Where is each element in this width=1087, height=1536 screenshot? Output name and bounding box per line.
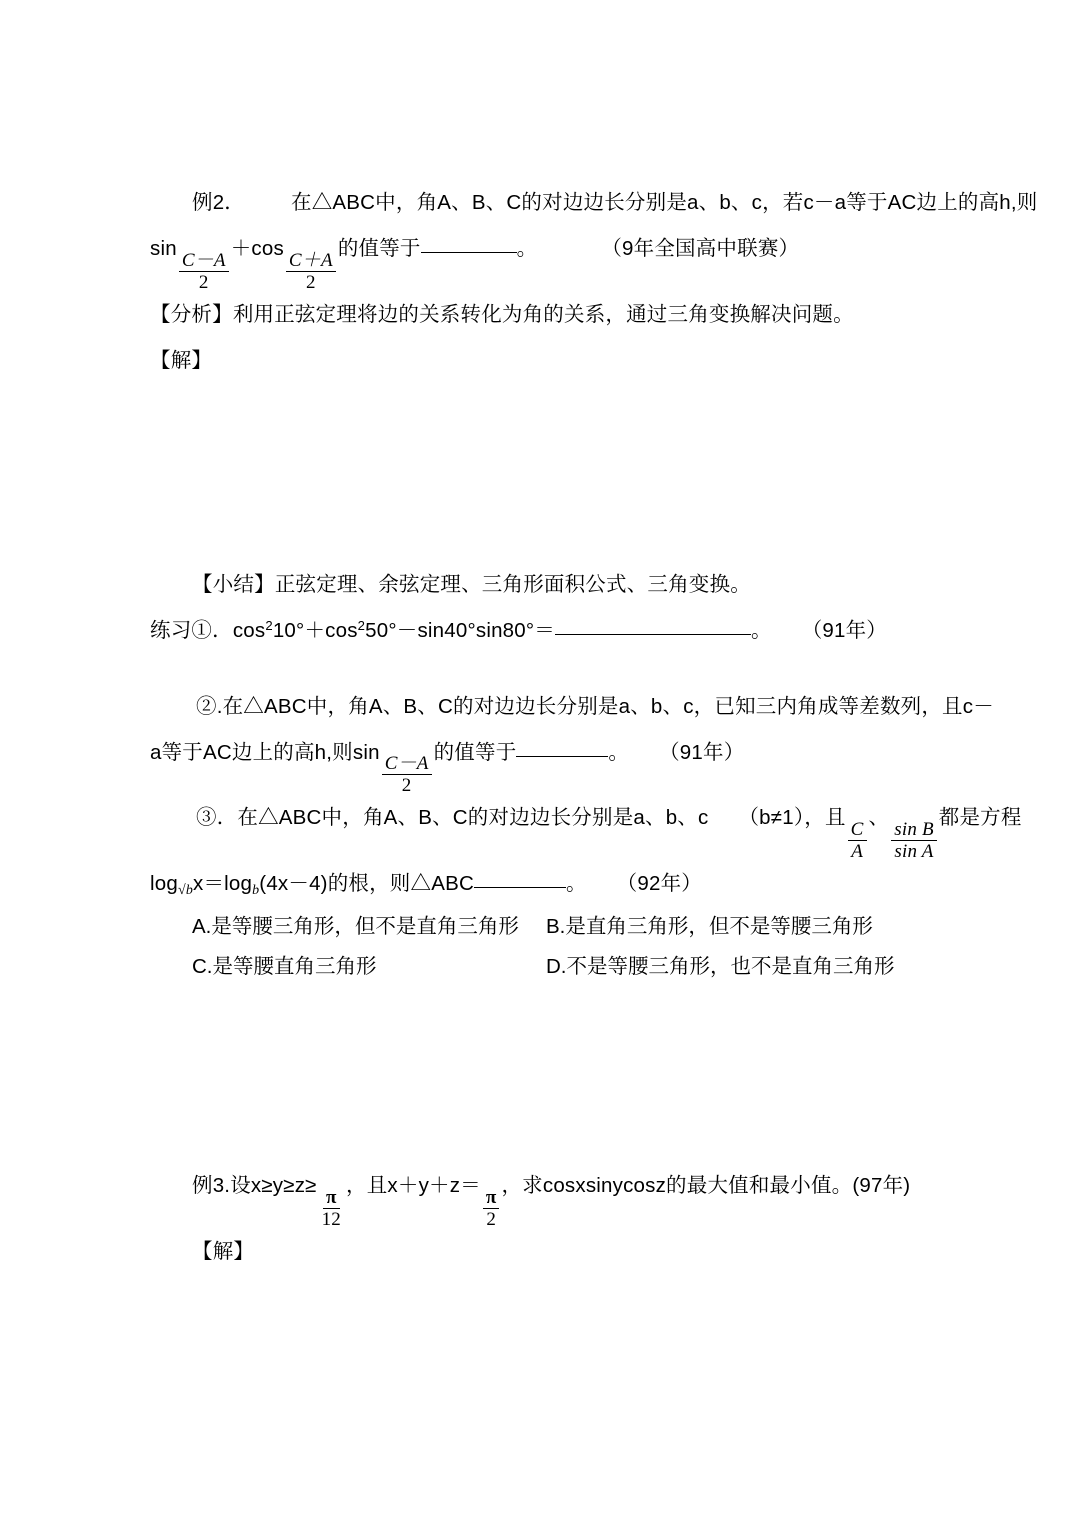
fraction-numerator: C－A xyxy=(382,754,432,775)
equals-operator: ＝ xyxy=(203,871,225,895)
log-operator: log xyxy=(224,871,253,895)
option-d[interactable] xyxy=(546,947,895,987)
example3-solution-line xyxy=(150,1229,1055,1275)
fraction-denominator: 2 xyxy=(401,775,412,797)
option-c-key: C. xyxy=(192,954,213,978)
exercise-3-tail-text: 的根，则△ABC xyxy=(327,871,474,895)
minus-operator: － xyxy=(396,618,418,642)
full-stop: 。 xyxy=(565,871,587,895)
exercises-heading: 练习 xyxy=(150,618,192,642)
fraction-denominator: A xyxy=(851,840,864,862)
solution-label: 【解】 xyxy=(150,348,213,372)
exercise-2-line1 xyxy=(150,684,1055,730)
summary-label: 【小结】 xyxy=(192,572,275,596)
plus-operator: ＋ xyxy=(230,237,252,260)
exercise-3-condition: （b≠1），且 xyxy=(738,806,846,830)
exercise-1-marker: ①． xyxy=(191,618,233,642)
summary-text: 正弦定理、余弦定理、三角形面积公式、三角变换。 xyxy=(274,572,751,596)
exercise-3-options-row-1 xyxy=(150,907,1055,947)
fraction-denominator: 2 xyxy=(198,271,209,293)
log-base-b: b xyxy=(252,882,260,898)
fraction-numerator: sin B xyxy=(891,820,937,841)
full-stop: 。 xyxy=(608,740,630,764)
option-d-text: 不是等腰三角形，也不是直角三角形 xyxy=(566,954,895,978)
log-operator: log xyxy=(150,871,178,895)
example3-label: 例3. xyxy=(192,1173,231,1197)
fraction-numerator: C xyxy=(848,820,867,841)
fraction-numerator: C＋A xyxy=(286,251,336,272)
sin-operator: sin xyxy=(352,740,380,764)
exercise-3-tail: 都是方程 xyxy=(938,806,1022,830)
equals-operator: ＝ xyxy=(534,618,555,642)
exponent-2: 2 xyxy=(265,617,273,633)
exercise-3-line2 xyxy=(150,861,1055,907)
example2-solution-line xyxy=(150,338,1055,384)
example2-formula-line xyxy=(150,226,1055,292)
fraction-c-plus-a-over-2 xyxy=(286,251,336,292)
option-a-text: 是等腰三角形，但不是直角三角形 xyxy=(211,914,519,938)
fraction-denominator: 2 xyxy=(486,1208,497,1230)
log-argument-x: x xyxy=(193,871,204,895)
example2-label: 例2． xyxy=(192,191,246,214)
fraction-numerator: C－A xyxy=(179,251,229,272)
answer-blank[interactable] xyxy=(474,887,566,888)
exercise-2-line2 xyxy=(150,730,1055,796)
exercise-2-marker: ②. xyxy=(196,694,223,718)
exercise-2-text-continued: a等于AC边上的高h,则 xyxy=(150,740,353,764)
exercise-3-text: 在△ABC中，角A、B、C的对边边长分别是a、b、c xyxy=(237,806,709,830)
exercise-3-source: （92年） xyxy=(616,871,702,895)
full-stop: 。 xyxy=(750,618,772,642)
solution-workspace xyxy=(150,384,1055,562)
option-a-key: A. xyxy=(192,914,212,938)
answer-blank[interactable] xyxy=(421,252,517,253)
sin-operator: sin xyxy=(150,237,177,260)
cos-operator: cos xyxy=(232,618,266,642)
exercise-3-marker: ③． xyxy=(196,806,238,830)
log-argument-expression: (4x－4) xyxy=(259,871,328,895)
example2-analysis-line xyxy=(150,292,1055,338)
solution-label: 【解】 xyxy=(192,1239,255,1263)
example3-statement-line xyxy=(150,1163,1055,1229)
summary-line xyxy=(150,562,1055,608)
exercise-2-text: 在△ABC中，角A、B、C的对边边长分别是a、b、c，已知三内角成等差数列，且c－ xyxy=(222,694,994,718)
fraction-pi-over-12 xyxy=(319,1188,344,1229)
option-a[interactable] xyxy=(192,907,546,947)
example3-part2: ，且x＋y＋z＝ xyxy=(346,1173,481,1197)
exercise-3-line1 xyxy=(150,795,1055,861)
example2-source: （9年全国高中联赛） xyxy=(601,237,800,260)
exercise-3-workspace xyxy=(150,987,1055,1163)
fraction-denominator: sin A xyxy=(894,840,934,862)
fraction-sinb-over-sina xyxy=(891,820,937,861)
sin-product-term: sin40°sin80° xyxy=(417,618,535,642)
angle-50-degrees: 50° xyxy=(365,618,397,642)
exercise-1-workspace xyxy=(150,654,1055,684)
formula-tail-text: 的值等于 xyxy=(337,237,421,260)
plus-operator: ＋ xyxy=(304,618,326,642)
fraction-numerator: π xyxy=(323,1188,340,1209)
option-b-key: B. xyxy=(546,914,566,938)
list-separator: 、 xyxy=(868,806,890,830)
exercise-1-source: （91年） xyxy=(801,618,887,642)
fraction-c-minus-a-over-2 xyxy=(382,754,432,795)
fraction-numerator: π xyxy=(483,1188,500,1209)
analysis-label: 【分析】 xyxy=(150,302,233,326)
document-content xyxy=(150,180,1055,1275)
exercise-2-tail: 的值等于 xyxy=(433,740,517,764)
option-c-text: 是等腰直角三角形 xyxy=(212,954,377,978)
exercise-1-line xyxy=(150,608,1055,654)
example2-statement-line xyxy=(150,180,1055,226)
cos-operator: cos xyxy=(251,237,284,260)
answer-blank[interactable] xyxy=(555,634,751,635)
full-stop: 。 xyxy=(516,237,538,260)
option-b-text: 是直角三角形，但不是等腰三角形 xyxy=(565,914,873,938)
fraction-denominator: 2 xyxy=(306,271,316,293)
fraction-pi-over-2 xyxy=(483,1188,500,1229)
exponent-2: 2 xyxy=(357,617,366,633)
fraction-c-minus-a-over-2 xyxy=(179,251,229,292)
example3-source: (97年) xyxy=(852,1173,911,1197)
answer-blank[interactable] xyxy=(516,756,608,757)
option-b[interactable] xyxy=(546,907,873,947)
exercise-3-options-row-2 xyxy=(150,947,1055,987)
log-base-sqrt-b: √b xyxy=(177,882,193,898)
example3-part1: 设x≥y≥z≥ xyxy=(230,1173,317,1197)
angle-10-degrees: 10° xyxy=(272,618,305,642)
cos-operator: cos xyxy=(325,618,358,642)
analysis-text: 利用正弦定理将边的关系转化为角的关系，通过三角变换解决问题。 xyxy=(232,302,854,326)
exercise-2-source: （91年） xyxy=(659,740,745,764)
example3-part3: ，求cosxsinycosz的最大值和最小值。 xyxy=(501,1173,853,1197)
fraction-denominator: 12 xyxy=(321,1208,342,1230)
option-c[interactable] xyxy=(192,947,546,987)
fraction-c-over-a xyxy=(848,820,867,861)
example2-statement-text: 在△ABC中，角A、B、C的对边边长分别是a、b、c，若c－a等于AC边上的高h,则 xyxy=(291,191,1038,214)
option-d-key: D. xyxy=(546,954,567,978)
